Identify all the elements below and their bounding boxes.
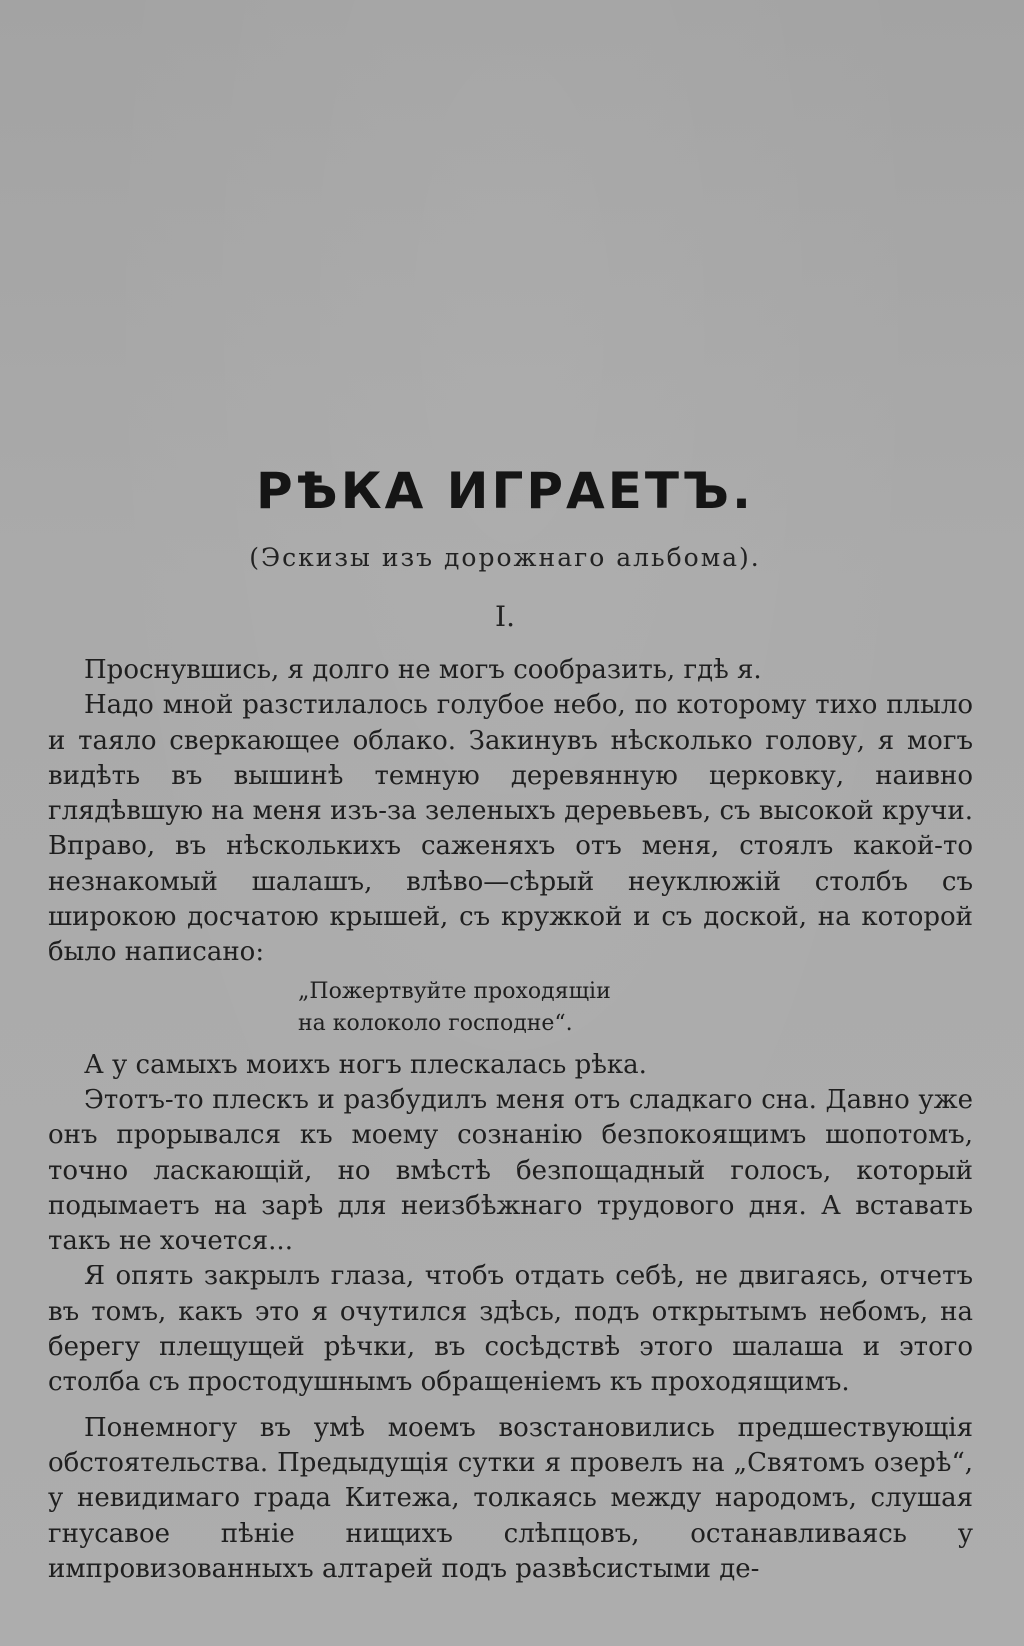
paragraph: А у самыхъ моихъ ногъ плескалась рѣка. xyxy=(84,1049,647,1080)
story-subtitle: (Эскизы изъ дорожнаго альбома). xyxy=(249,543,761,572)
paragraph: Понемногу въ умѣ моемъ возстановились предшествующія обстоятельства. Предыдущія сутки я провелъ на „Святомъ озерѣ“, у невидимаго града Китежа, толкаясь между народомъ, слушая гнусавое пѣніе нищихъ слѣпцовъ, останавливаясь у импровизованныхъ алтарей подъ развѣсистыми де- xyxy=(48,1412,973,1584)
body-text xyxy=(48,653,973,1587)
paragraph: Надо мной разстилалось голубое небо, по которому тихо плыло и таяло сверкающее облако. Закинувъ нѣсколько голову, я могъ видѣть въ вышинѣ темную деревянную церковку, наивно глядѣвшую на меня изъ-за зеленыхъ деревьевъ, съ высокой кручи. Вправо, въ нѣсколькихъ саженяхъ отъ меня, стоялъ какой-то незнакомый шалашъ, влѣво—сѣрый неуклюжій столбъ съ широкою досчатою крышей, съ кружкой и съ доской, на которой было написано: xyxy=(48,690,973,968)
inscription-line: на колоколо господне“. xyxy=(298,1010,573,1036)
inscription-block xyxy=(298,976,973,1040)
paragraph: Этотъ-то плескъ и разбудилъ меня отъ сладкаго сна. Давно уже онъ прорывался къ моему сознанію безпокоящимъ шопотомъ, точно ласкающій, но вмѣстѣ безпощадный голосъ, который подымаетъ на зарѣ для неизбѣжнаго трудового дня. А вставать такъ не хочется... xyxy=(48,1084,973,1257)
paragraph: Я опять закрылъ глаза, чтобъ отдать себѣ, не двигаясь, отчетъ въ томъ, какъ это я очутился здѣсь, подъ открытымъ небомъ, на берегу плещущей рѣчки, въ сосѣдствѣ этого шалаша и этого столба съ простодушнымъ обращеніемъ къ проходящимъ. xyxy=(48,1261,973,1398)
section-number: I. xyxy=(495,600,515,633)
paragraph: Проснувшись, я долго не могъ сообразить, гдѣ я. xyxy=(84,655,762,685)
story-title: РѢКА ИГРАЕТЪ. xyxy=(256,462,754,520)
inscription-line: „Пожертвуйте проходящіи xyxy=(298,978,611,1004)
